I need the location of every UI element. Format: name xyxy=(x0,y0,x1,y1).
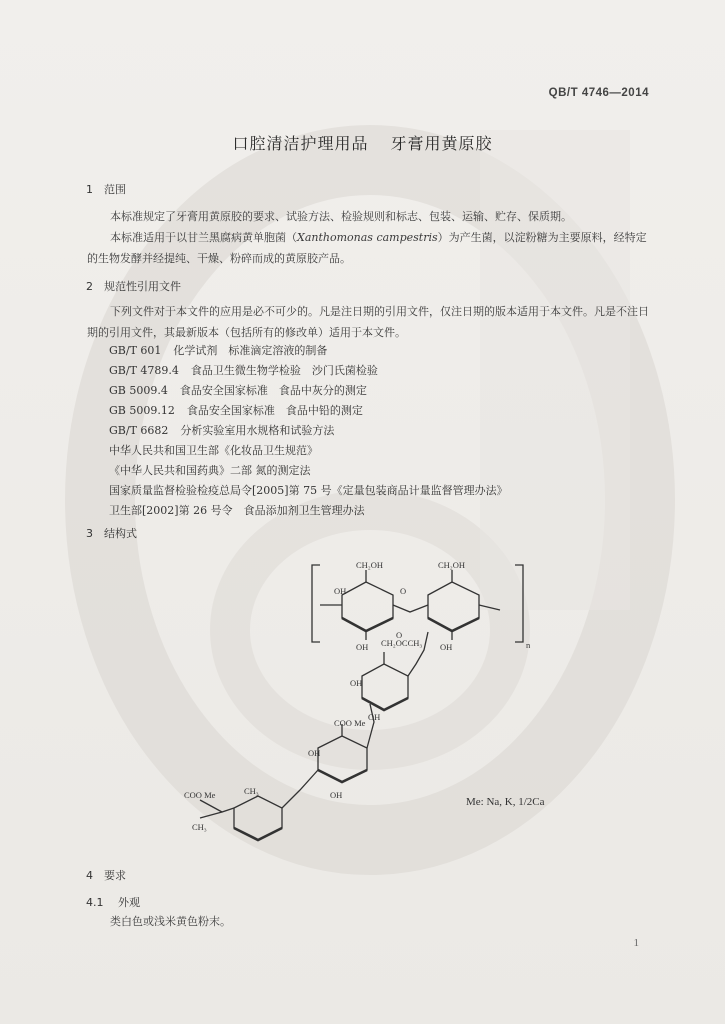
reference-item: GB/T 4789.4 食品卫生微生物学检验 沙门氏菌检验 xyxy=(109,364,378,377)
section-heading-normative-references xyxy=(86,278,181,294)
svg-text:OH: OH xyxy=(356,642,369,652)
subsection-heading-appearance xyxy=(86,894,140,910)
section-heading-requirements xyxy=(86,867,126,883)
metal-ion-formula: Me: Na, K, 1/2Ca xyxy=(466,796,545,808)
latin-species-name: Xanthomonas campestris xyxy=(297,231,438,244)
svg-text:OH: OH xyxy=(350,678,363,688)
svg-text:CH₂OCCH₃: CH₂OCCH₃ xyxy=(381,638,423,648)
section-title: 规范性引用文件 xyxy=(104,280,181,293)
section-title: 结构式 xyxy=(104,527,137,540)
svg-text:CH₃: CH₃ xyxy=(244,786,259,796)
svg-text:COO Me: COO Me xyxy=(184,790,216,800)
references-intro-paragraph: 下列文件对于本文件的应用是必不可少的。凡是注日期的引用文件，仅注日期的版本适用于本文件。凡是不注日期的引用文件，其最新版本（包括所有的修改单）适用于本文件。 xyxy=(87,305,649,339)
appearance-text: 类白色或浅米黄色粉末。 xyxy=(110,915,231,928)
section-title: 要求 xyxy=(104,869,126,882)
document-title xyxy=(0,131,725,154)
reference-list xyxy=(109,341,508,521)
standard-number: QB/T 4746—2014 xyxy=(548,87,649,99)
subsection-title: 外观 xyxy=(118,896,140,909)
scope-paragraph-2: 本标准适用于以甘兰黑腐病黄单胞菌（Xanthomonas campestris）为产生菌，以淀粉糖为主要原料，经特定的生物发酵并经提纯、干燥、粉碎而成的黄原胶产品。 xyxy=(87,231,647,265)
section-heading-scope xyxy=(86,181,126,197)
section-title: 范围 xyxy=(104,183,126,196)
svg-text:CH₃: CH₃ xyxy=(192,822,207,832)
title-sub: 牙膏用黄原胶 xyxy=(390,134,493,153)
scope-paragraph-1: 本标准规定了牙膏用黄原胶的要求、试验方法、检验规则和标志、包装、运输、贮存、保质期。 xyxy=(110,210,572,223)
svg-text:OH: OH xyxy=(368,712,381,722)
reference-item: GB 5009.12 食品安全国家标准 食品中铅的测定 xyxy=(109,404,363,417)
section-heading-structure xyxy=(86,525,137,541)
svg-text:CH₂OH: CH₂OH xyxy=(356,560,384,570)
title-main: 口腔清洁护理用品 xyxy=(232,134,369,153)
svg-text:COO Me: COO Me xyxy=(334,718,366,728)
svg-text:OH: OH xyxy=(334,586,347,596)
svg-text:OH: OH xyxy=(440,642,453,652)
section-number: 3 xyxy=(86,527,93,540)
reference-item: 国家质量监督检验检疫总局令[2005]第 75 号《定量包装商品计量监督管理办法》 xyxy=(109,484,508,497)
reference-item: 卫生部[2002]第 26 号令 食品添加剂卫生管理办法 xyxy=(109,504,365,517)
section-number: 1 xyxy=(86,183,93,196)
reference-item: GB 5009.4 食品安全国家标准 食品中灰分的测定 xyxy=(109,384,367,397)
reference-item: 中华人民共和国卫生部《化妆品卫生规范》 xyxy=(109,444,318,457)
reference-item: GB/T 601 化学试剂 标准滴定溶液的制备 xyxy=(109,344,328,357)
svg-text:OH: OH xyxy=(330,790,343,800)
svg-text:O: O xyxy=(400,586,407,596)
svg-text:CH₂OH: CH₂OH xyxy=(438,560,466,570)
reference-item: GB/T 6682 分析实验室用水规格和试验方法 xyxy=(109,424,335,437)
svg-text:n: n xyxy=(526,640,531,650)
section-number: 4 xyxy=(86,869,93,882)
svg-text:O: O xyxy=(396,630,403,640)
page-number: 1 xyxy=(633,937,639,949)
section-number: 2 xyxy=(86,280,93,293)
subsection-number: 4.1 xyxy=(86,896,104,909)
svg-text:OH: OH xyxy=(308,748,321,758)
reference-item: 《中华人民共和国药典》二部 氮的测定法 xyxy=(109,464,311,477)
